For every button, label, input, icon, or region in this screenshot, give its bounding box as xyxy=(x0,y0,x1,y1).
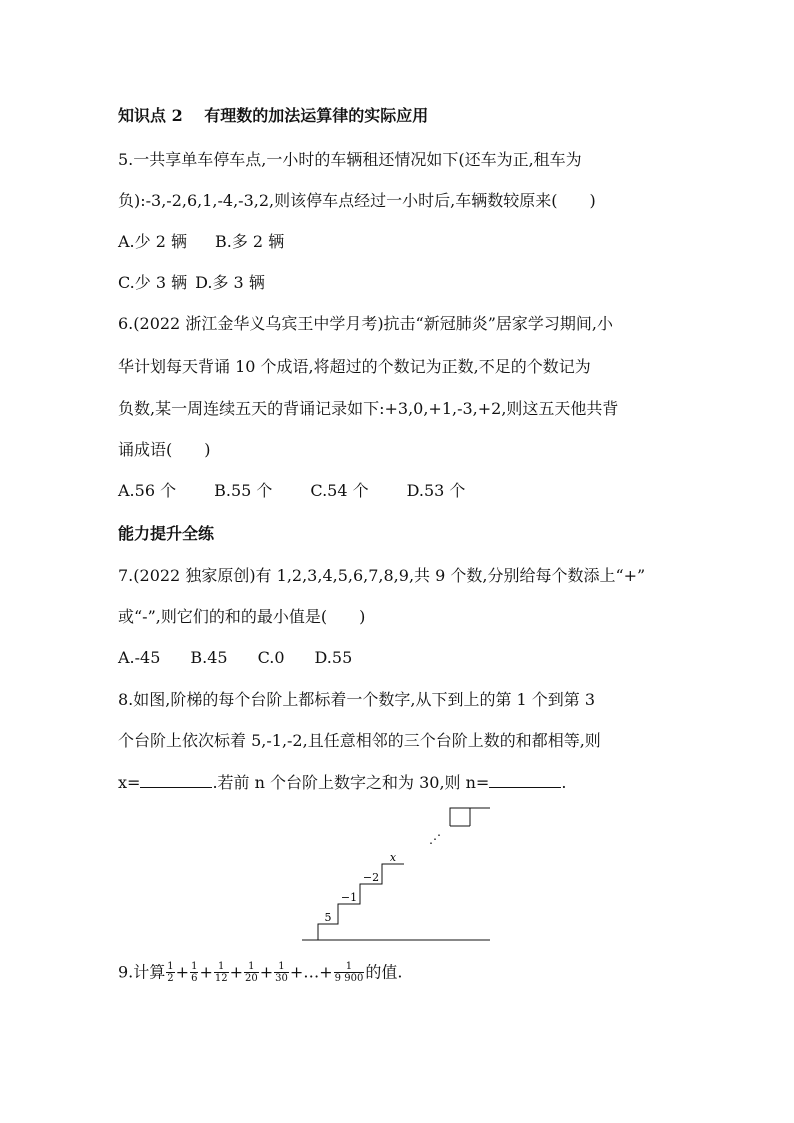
q5-options-row1 xyxy=(118,232,284,252)
step-label-1: 5 xyxy=(324,911,332,924)
q8-line3-mid: .若前 n 个台阶上数字之和为 30,则 n= xyxy=(212,773,490,792)
fraction-1-12: $\frac{1}{12}$ xyxy=(214,961,228,984)
stair-continuation-dots: ⋰ xyxy=(429,832,441,846)
q8-line3 xyxy=(118,773,566,793)
q7-line2: 或“-”,则它们的和的最小值是( ) xyxy=(118,607,366,626)
q7-options xyxy=(118,648,352,668)
staircase-figure xyxy=(300,803,492,943)
q6-options xyxy=(118,481,465,501)
q6-line1: 6.(2022 浙江金华义乌宾王中学月考)抗击“新冠肺炎”居家学习期间,小 xyxy=(118,314,614,333)
q7-option-c[interactable]: C.0 xyxy=(257,648,285,667)
q5-line1: 5.一共享单车停车点,一小时的车辆租还情况如下(还车为正,租车为 xyxy=(118,150,582,169)
q7-option-b[interactable]: B.45 xyxy=(190,648,228,667)
fraction-1-9900: $\frac{1}{9 900}$ xyxy=(334,961,364,984)
q9-pre: 9.计算 xyxy=(118,962,166,982)
section-title: 知识点 2 有理数的加法运算律的实际应用 xyxy=(118,106,429,125)
q5-option-d[interactable]: D.多 3 辆 xyxy=(195,273,265,292)
q5-option-c[interactable]: C.少 3 辆 xyxy=(118,273,188,292)
q6-line3: 负数,某一周连续五天的背诵记录如下:+3,0,+1,-3,+2,则这五天他共背 xyxy=(118,399,619,418)
q5-option-a[interactable]: A.少 2 辆 xyxy=(118,232,187,251)
q8-line1: 8.如图,阶梯的每个台阶上都标着一个数字,从下到上的第 1 个到第 3 xyxy=(118,690,596,709)
fraction-1-20: $\frac{1}{20}$ xyxy=(244,961,258,984)
q9-line: 9.计算 $\frac{1}{2}$ + $\frac{1}{6}$ + $\frac{1}{12}$ + $\frac{1}{20}$ + $\frac{1}{30}$ +…+ $\frac{1}{9 900}$ 的值. xyxy=(118,961,403,984)
fraction-1-6: $\frac{1}{6}$ xyxy=(191,961,198,984)
stair-steps xyxy=(318,864,404,940)
q7-line1: 7.(2022 独家原创)有 1,2,3,4,5,6,7,8,9,共 9 个数,分别给每个数添上“+” xyxy=(118,566,646,585)
q5-option-b[interactable]: B.多 2 辆 xyxy=(215,232,285,251)
q5-options-row2 xyxy=(118,273,265,293)
q6-option-a[interactable]: A.56 个 xyxy=(118,481,177,500)
q8-answer-blank-n[interactable] xyxy=(489,773,561,788)
q8-line3-end: . xyxy=(561,773,567,792)
q8-answer-blank-x[interactable] xyxy=(140,773,212,788)
ability-title: 能力提升全练 xyxy=(118,524,215,543)
step-label-3: −2 xyxy=(362,871,380,884)
q9-ellipsis: … xyxy=(303,962,320,982)
fraction-1-30: $\frac{1}{30}$ xyxy=(275,961,288,984)
q8-x-label: x= xyxy=(118,773,141,792)
step-label-2: −1 xyxy=(340,891,358,904)
q7-option-d[interactable]: D.55 xyxy=(314,648,353,667)
q8-line2: 个台阶上依次标着 5,-1,-2,且任意相邻的三个台阶上数的和都相等,则 xyxy=(118,731,601,750)
q6-option-c[interactable]: C.54 个 xyxy=(310,481,369,500)
fraction-1-2: $\frac{1}{2}$ xyxy=(167,961,174,984)
q6-line2: 华计划每天背诵 10 个成语,将超过的个数记为正数,不足的个数记为 xyxy=(118,357,591,376)
q6-option-d[interactable]: D.53 个 xyxy=(406,481,466,500)
q6-option-b[interactable]: B.55 个 xyxy=(214,481,273,500)
q6-line4: 诵成语( ) xyxy=(118,440,211,459)
step-label-4: x xyxy=(389,851,397,864)
q9-post: 的值. xyxy=(365,962,403,982)
q5-line2: 负):-3,-2,6,1,-4,-3,2,则该停车点经过一小时后,车辆数较原来( ) xyxy=(118,191,596,210)
q7-option-a[interactable]: A.-45 xyxy=(118,648,161,667)
